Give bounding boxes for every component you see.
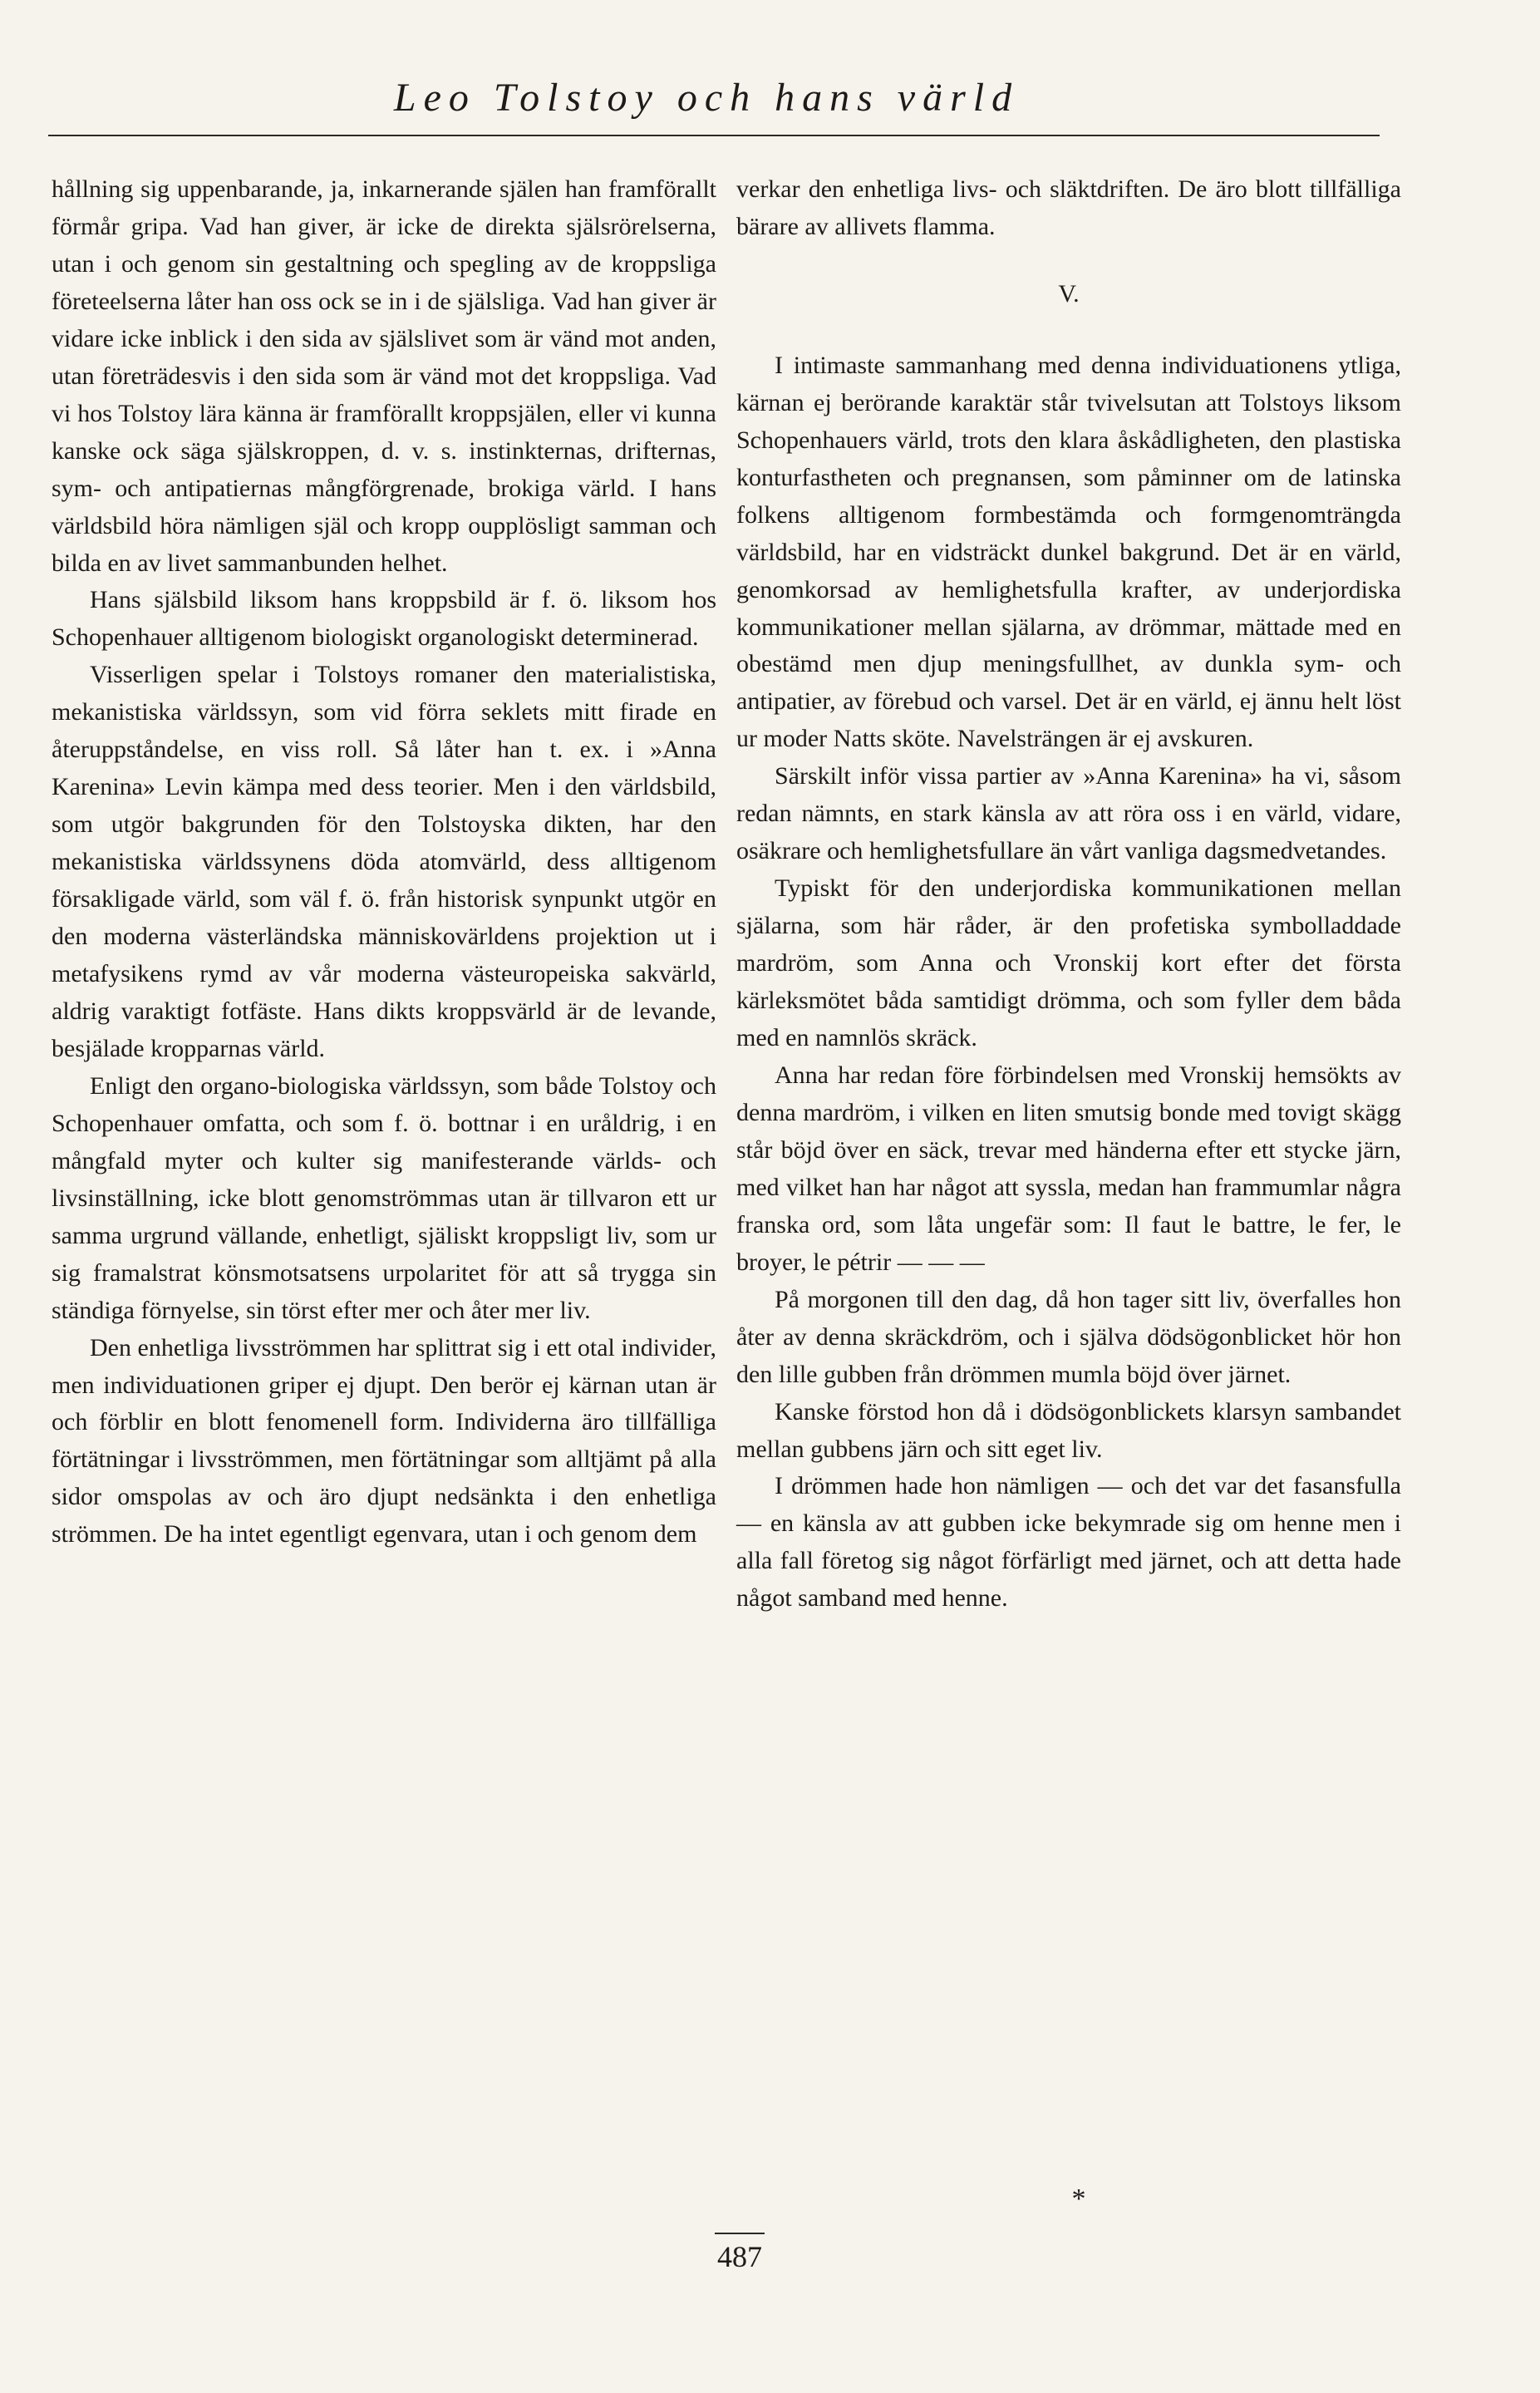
paragraph: Hans själsbild liksom hans kroppsbild är f. ö. liksom hos Schopenhauer alltigenom biologiskt organologiskt determinerad. [52, 586, 716, 652]
paragraph: hållning sig uppenbarande, ja, inkarnerande själen han framförallt förmår gripa. Vad han giver, är icke de direkta själsrörelserna, utan i och genom sin gestaltning och spegling av de kroppsliga företeelserna låter han oss ock se in i de själsliga. Vad han giver är vidare icke inblick i den sida av själslivet som är vänd mot anden, utan företrädesvis i den sida som är vänd mot det kroppsliga. Vad vi hos Tolstoy lära känna är framförallt kroppsjälen, eller vi kunna kanske ock säga själskroppen, d. v. s. instinkternas, drifternas, sym- och antipatiernas mångförgrenade, brokiga värld. I hans världsbild höra nämligen själ och kropp oupplösligt samman och bilda en av livet sammanbunden helhet. [52, 175, 716, 577]
section-heading: V. [1058, 279, 1080, 308]
paragraph: Anna har redan före förbindelsen med Vronskij hemsökts av denna mardröm, i vilken en liten smutsig bonde med tovigt skägg står böjd över en säck, trevar med händerna efter ett stycke järn, med vilket han har något att syssla, medan han frammumlar några franska ord, som låta ungefär som: Il faut le battre, le fer, le broyer, le pétrir — — — [736, 1061, 1401, 1276]
paragraph: I intimaste sammanhang med denna individuationens ytliga, kärnan ej berörande karaktär står tvivelsutan att Tolstoys liksom Schopenhauers värld, trots den klara åskådligheten, den plastiska konturfastheten och pregnansen, som påminner om de latinska folkens alltigenom formbestämda och formgenomträngda världsbild, har en vidsträckt dunkel bakgrund. Det är en värld, genomkorsad av hemlighetsfulla krafter, av underjordiska kommunikationer mellan själarna, av drömmar, mättade med en obestämd men djup meningsfullhet, av dunkla sym- och antipatier, av förebud och varsel. Det är en värld, ej ännu helt löst ur moder Natts sköte. Navelsträngen är ej avskuren. [736, 351, 1401, 753]
paragraph: Enligt den organo-biologiska världssyn, som både Tolstoy och Schopenhauer omfatta, och som f. ö. bottnar i en uråldrig, i en mångfald myter och kulter sig manifesterande världs- och livsinställning, icke blott genomströmmas utan är tillvaron ett ur samma urgrund vällande, enhetligt, själiskt kroppsligt liv, som ur sig framalstrat könsmotsatsens urpolaritet för att så trygga sin ständiga förnyelse, sin törst efter mer och åter mer liv. [52, 1071, 716, 1324]
paragraph: Visserligen spelar i Tolstoys romaner den materialistiska, mekanistiska världssyn, som vid förra seklets mitt firade en återuppståndelse, en viss roll. Så låter han t. ex. i »Anna Karenina» Levin kämpa med dess teorier. Men i den världsbild, som utgör bakgrunden för den Tolstoyska dikten, har den mekanistiska världssynens döda atomvärld, dess alltigenom försakligade värld, som väl f. ö. från historisk synpunkt utgör en den moderna västerländska människovärldens projektion ut i metafysikens rymd av vår moderna västeuropeiska sakvärld, aldrig varaktigt fotfäste. Hans dikts kroppsvärld är de levande, besjälade kropparnas värld. [52, 661, 716, 1062]
paragraph: Typiskt för den underjordiska kommunikationen mellan själarna, som här råder, är den profetiska symbolladdade mardröm, som Anna och Vronskij kort efter det första kärleksmötet båda samtidigt drömma, och som fyller dem båda med en namnlös skräck. [736, 874, 1401, 1052]
right-column [736, 171, 1401, 1617]
paragraph: verkar den enhetliga livs- och släktdriften. De äro blott tillfälliga bärare av allivets flamma. [736, 175, 1401, 240]
page-number: 487 [717, 2240, 762, 2273]
page-number-rule [715, 2233, 765, 2234]
paragraph: I drömmen hade hon nämligen — och det var det fasansfulla — en känsla av att gubben icke bekymrade sig om henne men i alla fall företog sig något förfärligt med järnet, och att detta hade något samband med henne. [736, 1472, 1401, 1613]
paragraph: Kanske förstod hon då i dödsögonblickets klarsyn sambandet mellan gubbens järn och sitt eget liv. [736, 1397, 1401, 1463]
paragraph: Särskilt inför vissa partier av »Anna Karenina» ha vi, såsom redan nämnts, en stark känsla av att röra oss i en värld, vidare, osäkrare och hemlighetsfullare än vårt vanliga dagsmedvetandes. [736, 762, 1401, 865]
paragraph: På morgonen till den dag, då hon tager sitt liv, överfalles hon åter av denna skräckdröm, och i själva dödsögonblicket hör hon den lille gubben från drömmen mumla böjd över järnet. [736, 1285, 1401, 1388]
header-rule [48, 135, 1380, 136]
section-end-asterisk: * [1071, 2184, 1086, 2214]
left-column [52, 171, 716, 1553]
running-title: Leo Tolstoy och hans värld [393, 76, 1020, 120]
paragraph: Den enhetliga livsströmmen har splittrat sig i ett otal individer, men individuationen griper ej djupt. Den berör ej kärnan utan är och förblir en blott fenomenell form. Individerna äro tillfälliga förtätningar i livsströmmen, men förtätningar som alltjämt på alla sidor omspolas av och äro djupt nedsänkta i den enhetliga strömmen. De ha intet egentligt egenvara, utan i och genom dem [52, 1333, 716, 1549]
